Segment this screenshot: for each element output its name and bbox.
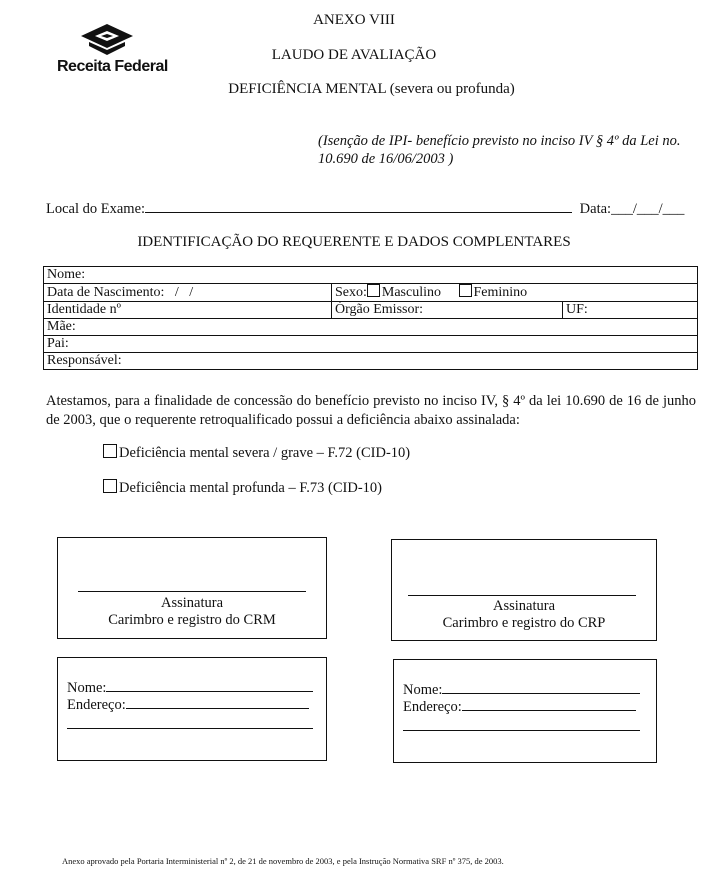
crm-address-row[interactable] (67, 696, 309, 714)
crm-extra-line[interactable] (67, 728, 313, 729)
crm-name-field[interactable] (106, 679, 313, 692)
footer-note: Anexo aprovado pela Portaria Interministerial nº 2, de 21 de novembro de 2003, e pela Instrução Normativa SRF nº 375, de 2003. (62, 856, 504, 866)
document-subtitle: DEFICIÊNCIA MENTAL (severa ou profunda) (228, 81, 515, 97)
crm-address-field[interactable] (126, 696, 309, 709)
exam-location-row (46, 200, 684, 218)
crp-address-label: Endereço: (403, 699, 462, 715)
exam-location-field[interactable] (145, 200, 572, 213)
identification-table (43, 266, 698, 370)
crp-name-label: Nome: (403, 682, 443, 698)
crm-address-label: Endereço: (67, 697, 126, 713)
crp-name-field[interactable] (442, 681, 640, 694)
crm-name-row[interactable] (67, 679, 313, 697)
crm-signature-box[interactable] (57, 537, 327, 639)
crp-signature-line (408, 595, 636, 596)
identification-heading: IDENTIFICAÇÃO DO REQUERENTE E DADOS COMPLENTARES (137, 234, 571, 250)
sex-field: Sexo: Masculino Feminino (332, 284, 698, 302)
logo-text: Receita Federal (57, 58, 168, 75)
option-profound (103, 479, 382, 497)
birth-date-field[interactable]: Data de Nascimento: / / (44, 284, 332, 302)
male-checkbox[interactable] (367, 284, 380, 297)
responsible-field[interactable]: Responsável: (44, 353, 698, 370)
crm-contact-box (57, 657, 327, 761)
attestation-text: Atestamos, para a finalidade de concessão do benefício previsto no inciso IV, § 4º da lei 10.690 de 16 de junho de 2003, que o requerente retroqualificado possui a deficiência abaixo assinalada: (46, 393, 696, 428)
annex-title: ANEXO VIII (313, 12, 395, 28)
option-severe (103, 444, 410, 462)
name-field[interactable]: Nome: (44, 267, 698, 284)
profound-checkbox[interactable] (103, 479, 117, 493)
male-label: Masculino (381, 285, 441, 300)
profound-label: Deficiência mental profunda – F.73 (CID-10) (119, 480, 382, 496)
crp-address-field[interactable] (462, 698, 636, 711)
document-title: LAUDO DE AVALIAÇÃO (271, 47, 437, 63)
female-label: Feminino (473, 285, 528, 300)
crp-stamp-label: Carimbro e registro do CRP (442, 615, 606, 631)
identity-field[interactable]: Identidade nº (44, 302, 332, 319)
crm-signature-label: Assinatura (160, 595, 223, 611)
crm-signature-line (78, 591, 306, 592)
uf-field[interactable]: UF: (563, 302, 698, 319)
severe-label: Deficiência mental severa / grave – F.72 (CID-10) (119, 445, 411, 461)
father-field[interactable]: Pai: (44, 336, 698, 353)
exam-location-label: Local do Exame: (46, 201, 146, 217)
crp-name-row[interactable] (403, 681, 640, 699)
crm-stamp-label: Carimbro e registro do CRM (108, 612, 276, 628)
mother-field[interactable]: Mãe: (44, 319, 698, 336)
exemption-note: (Isenção de IPI- benefício previsto no inciso IV § 4º da Lei no. 10.690 de 16/06/2003 ) (318, 133, 681, 167)
crp-address-row[interactable] (403, 698, 636, 716)
exam-date-label[interactable]: Data:___/___/___ (579, 201, 685, 217)
crp-signature-label: Assinatura (492, 598, 555, 614)
crp-contact-box (393, 659, 657, 763)
issuer-field[interactable]: Órgão Emissor: (332, 302, 563, 319)
female-checkbox[interactable] (459, 284, 472, 297)
crp-signature-box[interactable] (391, 539, 657, 641)
severe-checkbox[interactable] (103, 444, 117, 458)
crp-extra-line[interactable] (403, 730, 640, 731)
crm-name-label: Nome: (67, 680, 107, 696)
